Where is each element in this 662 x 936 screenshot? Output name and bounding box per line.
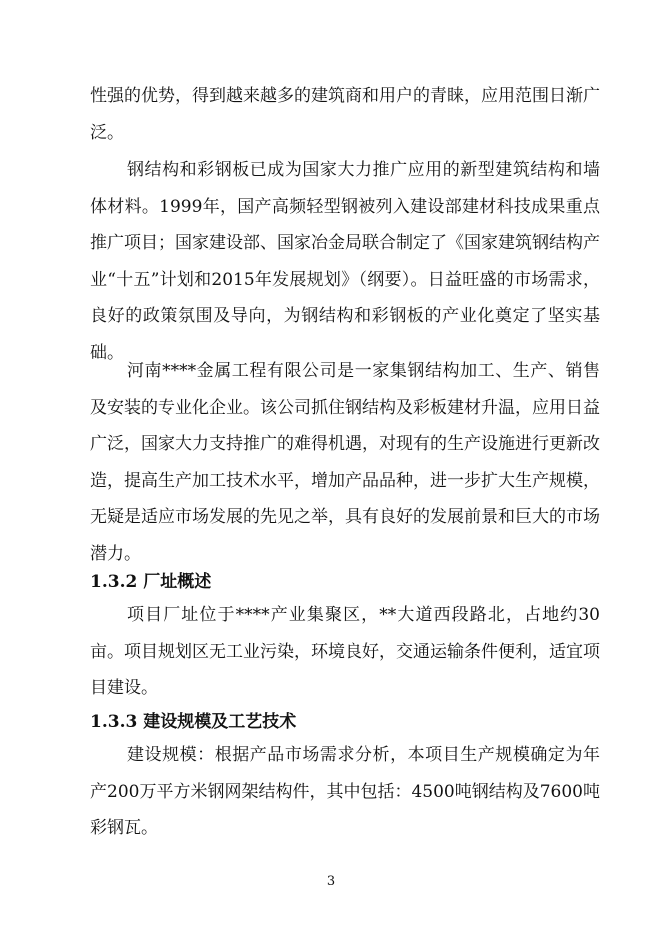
section-heading-scale-technology: 1.3.3 建设规模及工艺技术 [90,712,297,732]
paragraph-advantages: 性强的优势，得到越来越多的建筑商和用户的青睐，应用范围日渐广泛。 [90,86,600,143]
section-heading-site-overview: 1.3.2 厂址概述 [90,572,212,592]
paragraph-site-overview: 项目厂址位于****产业集聚区，**大道西段路北，占地约30亩。项目规划区无工业污染，环境良好，交通运输条件便利，适宜项目建设。 [90,605,600,698]
page-number: 3 [326,874,336,889]
paragraph-steel-policy: 钢结构和彩钢板已成为国家大力推广应用的新型建筑结构和墙体材料。1999年，国产高频轻型钢被列入建设部建材科技成果重点推广项目；国家建设部、国家冶金局联合制定了《国家建筑钢结构产业“十五”计划和2015年发展规划》（纲要）。日益旺盛的市场需求，良好的政策氛围及导向，为钢结构和彩钢板的产业化奠定了坚实基础。 [90,160,600,363]
paragraph-construction-scale: 建设规模：根据产品市场需求分析，本项目生产规模确定为年产200万平方米钢网架结构件，其中包括：4500吨钢结构及7600吨彩钢瓦。 [90,745,600,838]
paragraph-company-intro: 河南****金属工程有限公司是一家集钢结构加工、生产、销售及安装的专业化企业。该公司抓住钢结构及彩板建材升温，应用日益广泛，国家大力支持推广的难得机遇，对现有的生产设施进行更新改造，提高生产加工技术水平，增加产品品种，进一步扩大生产规模，无疑是适应市场发展的先见之举，具有良好的发展前景和巨大的市场潜力。 [90,361,600,564]
